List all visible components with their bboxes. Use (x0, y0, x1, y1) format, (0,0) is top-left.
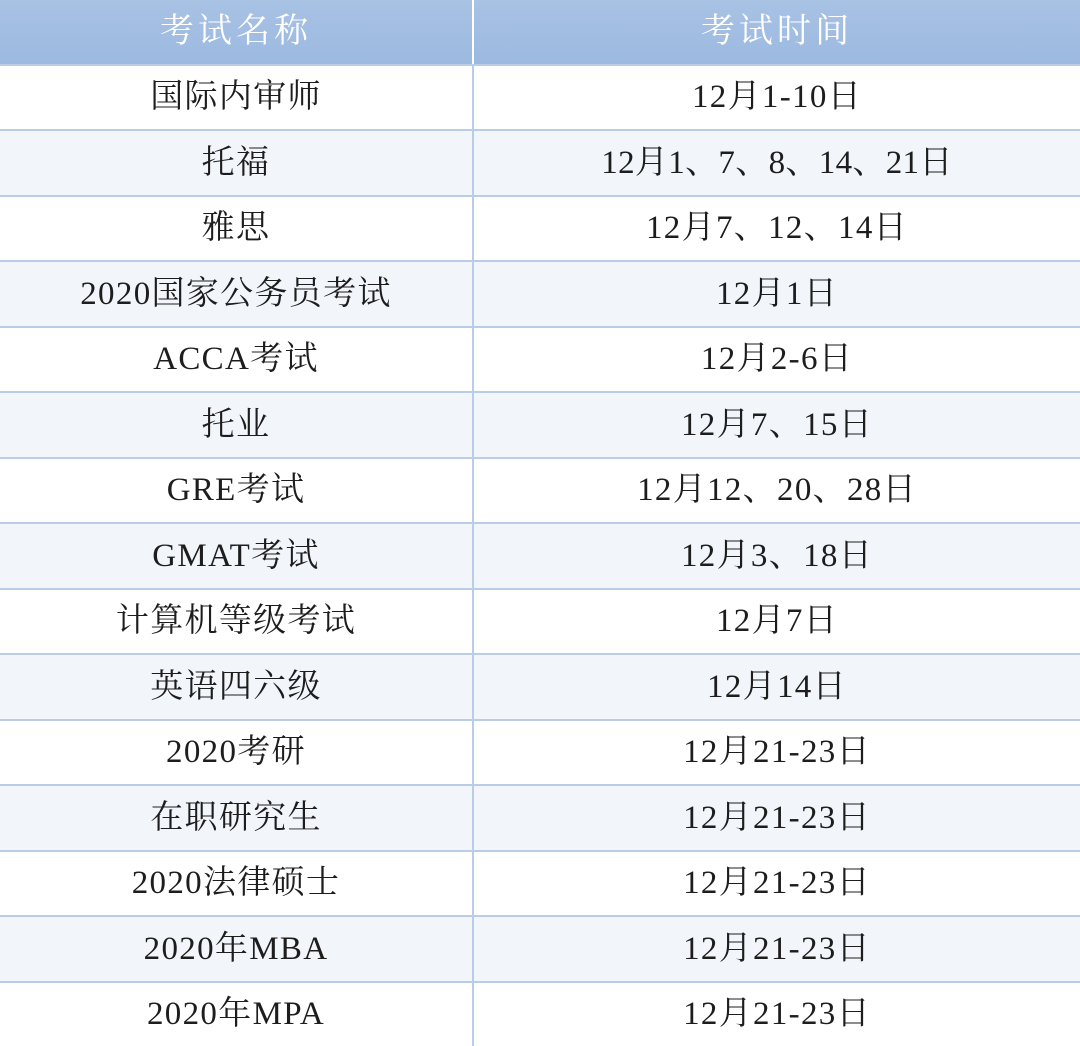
exam-time: 12月7日 (474, 590, 1080, 654)
exam-name: ACCA考试 (0, 328, 474, 392)
exam-time: 12月1日 (474, 262, 1080, 326)
exam-name: 2020国家公务员考试 (0, 262, 474, 326)
exam-time: 12月1、7、8、14、21日 (474, 131, 1080, 195)
exam-time: 12月3、18日 (474, 524, 1080, 588)
exam-name: 2020年MPA (0, 983, 474, 1046)
table-row (0, 983, 1080, 1046)
table-row (0, 262, 1080, 328)
table-row (0, 917, 1080, 983)
table-row (0, 66, 1080, 132)
exam-name: 国际内审师 (0, 66, 474, 130)
exam-time: 12月21-23日 (474, 852, 1080, 916)
table-row (0, 459, 1080, 525)
exam-time: 12月7、15日 (474, 393, 1080, 457)
table-row (0, 524, 1080, 590)
exam-time: 12月1-10日 (474, 66, 1080, 130)
table-row (0, 786, 1080, 852)
exam-time: 12月21-23日 (474, 721, 1080, 785)
exam-name: 雅思 (0, 197, 474, 261)
exam-name: 托福 (0, 131, 474, 195)
table-row (0, 131, 1080, 197)
table-row (0, 721, 1080, 787)
exam-time: 12月2-6日 (474, 328, 1080, 392)
exam-name: 英语四六级 (0, 655, 474, 719)
exam-name: 2020年MBA (0, 917, 474, 981)
table-row (0, 590, 1080, 656)
exam-time: 12月12、20、28日 (474, 459, 1080, 523)
table-header-row (0, 0, 1080, 66)
table-row (0, 852, 1080, 918)
table-row (0, 655, 1080, 721)
column-header-exam-time: 考试时间 (474, 0, 1080, 64)
exam-name: 托业 (0, 393, 474, 457)
exam-time: 12月7、12、14日 (474, 197, 1080, 261)
table-row (0, 197, 1080, 263)
exam-time: 12月21-23日 (474, 983, 1080, 1046)
table-row (0, 328, 1080, 394)
exam-time: 12月21-23日 (474, 917, 1080, 981)
exam-time: 12月14日 (474, 655, 1080, 719)
exam-name: 2020考研 (0, 721, 474, 785)
exam-time: 12月21-23日 (474, 786, 1080, 850)
exam-name: 在职研究生 (0, 786, 474, 850)
exam-name: 2020法律硕士 (0, 852, 474, 916)
table-row (0, 393, 1080, 459)
column-header-exam-name: 考试名称 (0, 0, 474, 64)
exam-name: GMAT考试 (0, 524, 474, 588)
exam-name: GRE考试 (0, 459, 474, 523)
exam-name: 计算机等级考试 (0, 590, 474, 654)
